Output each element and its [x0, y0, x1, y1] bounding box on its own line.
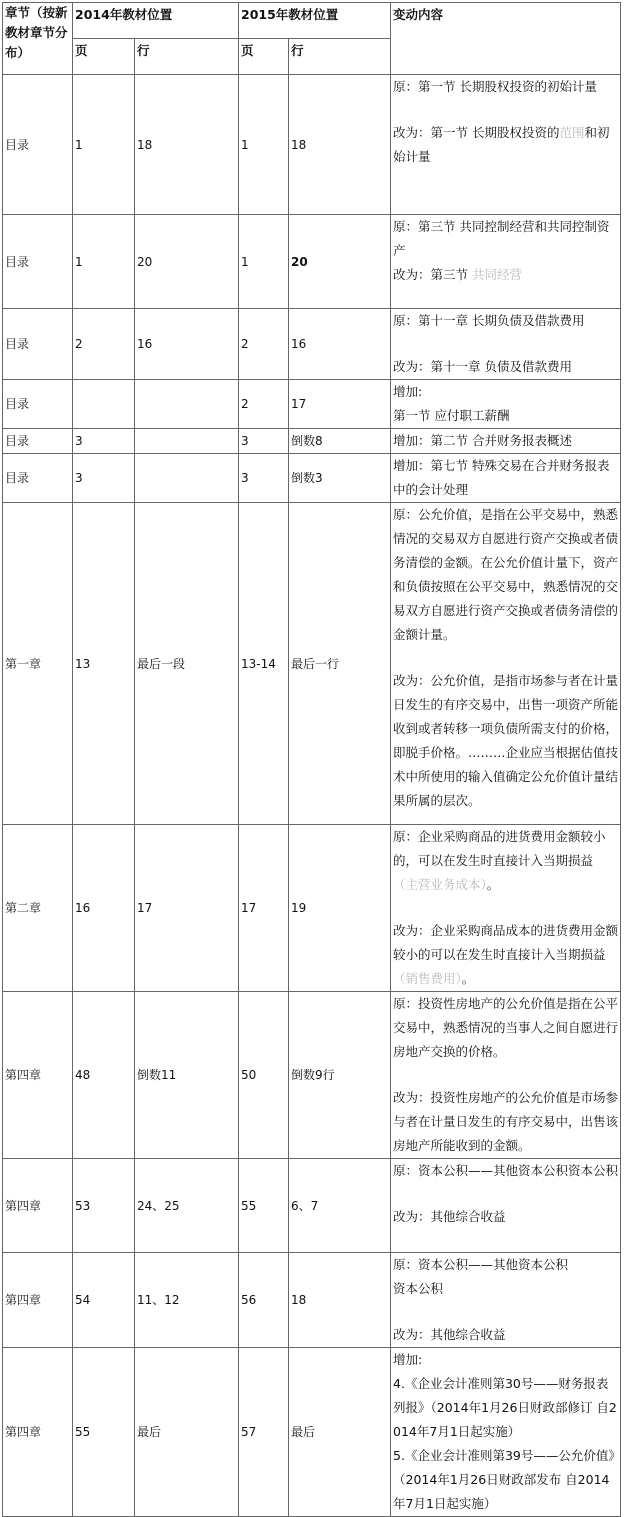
cell-line-2015: 18 — [289, 1253, 391, 1348]
change-new: 改为：第十一章 负债及借款费用 — [393, 359, 573, 374]
cell-line-2014 — [135, 429, 239, 454]
cell-page-2015: 56 — [239, 1253, 289, 1348]
cell-line-2015: 20 — [289, 215, 391, 309]
header-change-content: 变动内容 — [391, 3, 621, 75]
cell-change: 增加：第七节 特殊交易在合并财务报表中的会计处理 — [391, 454, 621, 503]
cell-line-2014 — [135, 454, 239, 503]
header-2014-line: 行 — [135, 39, 239, 75]
cell-page-2014 — [73, 380, 135, 429]
cell-page-2015: 3 — [239, 429, 289, 454]
table-row — [3, 309, 621, 380]
cell-line-2014 — [135, 380, 239, 429]
cell-page-2015: 1 — [239, 75, 289, 215]
cell-page-2015: 2 — [239, 309, 289, 380]
cell-chapter: 目录 — [3, 429, 73, 454]
change-new: 改为：其他综合收益 — [393, 1327, 506, 1342]
cell-line-2014: 11、12 — [135, 1253, 239, 1348]
cell-change — [391, 1159, 621, 1253]
cell-chapter: 第四章 — [3, 992, 73, 1159]
cell-chapter: 目录 — [3, 309, 73, 380]
cell-page-2014: 3 — [73, 454, 135, 503]
table-row — [3, 1253, 621, 1348]
cell-line-2014: 最后 — [135, 1348, 239, 1517]
change-new: 改为：第三节 共同经营 — [393, 267, 523, 282]
table-row — [3, 215, 621, 309]
cell-line-2015: 倒数3 — [289, 454, 391, 503]
cell-change: 原：资本公积——其他资本公积 资本公积 改为：其他综合收益 — [391, 1253, 621, 1348]
cell-line-2015: 16 — [289, 309, 391, 380]
cell-page-2014: 1 — [73, 75, 135, 215]
cell-page-2015: 57 — [239, 1348, 289, 1517]
cell-page-2014: 3 — [73, 429, 135, 454]
cell-chapter: 目录 — [3, 380, 73, 429]
cell-page-2015: 2 — [239, 380, 289, 429]
cell-change — [391, 215, 621, 309]
table-row — [3, 503, 621, 825]
cell-line-2015: 6、7 — [289, 1159, 391, 1253]
change-original: 原：投资性房地产的公允价值是指在公平交易中，熟悉情况的当事人之间自愿进行房地产交换的价格。 — [393, 996, 619, 1059]
cell-line-2015: 19 — [289, 825, 391, 992]
cell-page-2014: 1 — [73, 215, 135, 309]
cell-line-2015: 倒数8 — [289, 429, 391, 454]
cell-chapter: 第二章 — [3, 825, 73, 992]
table-row — [3, 1348, 621, 1517]
change-new: 改为：投资性房地产的公允价值是市场参与者在计量日发生的有序交易中，出售该房地产所能收到的金额。 — [393, 1090, 619, 1153]
cell-line-2015: 最后 — [289, 1348, 391, 1517]
cell-page-2015: 1 — [239, 215, 289, 309]
cell-page-2014: 13 — [73, 503, 135, 825]
cell-change — [391, 825, 621, 992]
change-original: 原：第三节 共同控制经营和共同控制资产 — [393, 219, 610, 258]
cell-line-2015: 最后一行 — [289, 503, 391, 825]
change-original: 原：第十一章 长期负债及借款费用 — [393, 313, 585, 328]
header-2015-page: 页 — [239, 39, 289, 75]
change-new: 改为：公允价值，是指市场参与者在计量日发生的有序交易中，出售一项资产所能收到或者转移一项负债所需支付的价格，即脱手价格。………企业应当根据估值技术中所使用的输入值确定公允价值计量结果所属的层次。 — [393, 673, 619, 808]
cell-chapter: 第四章 — [3, 1348, 73, 1517]
cell-change: 增加: 第一节 应付职工薪酬 — [391, 380, 621, 429]
cell-page-2015: 50 — [239, 992, 289, 1159]
cell-change — [391, 503, 621, 825]
header-2015-line: 行 — [289, 39, 391, 75]
change-original: 原：资本公积——其他资本公积 — [393, 1257, 569, 1272]
cell-line-2014: 倒数11 — [135, 992, 239, 1159]
cell-line-2014: 17 — [135, 825, 239, 992]
change-new: 改为：其他综合收益 — [393, 1209, 506, 1224]
cell-page-2014: 55 — [73, 1348, 135, 1517]
table-row — [3, 429, 621, 454]
table-row — [3, 992, 621, 1159]
change-new: 改为：企业采购商品成本的进货费用金额较小的可以在发生时直接计入当期损益（销售费用）。 — [393, 923, 619, 986]
change-new: 改为：第一节 长期股权投资的范围和初始计量 — [393, 125, 610, 164]
table-row — [3, 825, 621, 992]
cell-chapter: 第四章 — [3, 1253, 73, 1348]
cell-line-2015: 18 — [289, 75, 391, 215]
cell-chapter: 第一章 — [3, 503, 73, 825]
cell-line-2014: 24、25 — [135, 1159, 239, 1253]
cell-change — [391, 992, 621, 1159]
cell-page-2014: 53 — [73, 1159, 135, 1253]
cell-change: 增加: 4.《企业会计准则第30号——财务报表列报》（2014年1月26日财政部修订 自2014年7月1日起实施） 5.《企业会计准则第39号——公允价值》（2014年1月26日财政部发布 自2014年7月1日起实施） — [391, 1348, 621, 1517]
cell-page-2015: 13-14 — [239, 503, 289, 825]
change-original: 原：资本公积——其他资本公积资本公积 — [393, 1163, 619, 1178]
cell-chapter: 目录 — [3, 75, 73, 215]
cell-chapter: 第四章 — [3, 1159, 73, 1253]
cell-line-2014: 20 — [135, 215, 239, 309]
cell-chapter: 目录 — [3, 215, 73, 309]
cell-line-2015: 倒数9行 — [289, 992, 391, 1159]
change-original: 原：第一节 长期股权投资的初始计量 — [393, 79, 598, 94]
table-row — [3, 75, 621, 215]
cell-line-2015: 17 — [289, 380, 391, 429]
header-2014-position: 2014年教材位置 — [73, 3, 239, 39]
change-original: 原：企业采购商品的进货费用金额较小的，可以在发生时直接计入当期损益（主营业务成本）。 — [393, 829, 606, 892]
cell-page-2014: 54 — [73, 1253, 135, 1348]
cell-change — [391, 309, 621, 380]
cell-page-2015: 55 — [239, 1159, 289, 1253]
cell-line-2014: 18 — [135, 75, 239, 215]
cell-line-2014: 16 — [135, 309, 239, 380]
header-chapter: 章节（按新教材章节分布） — [3, 3, 73, 75]
cell-change: 增加：第二节 合并财务报表概述 — [391, 429, 621, 454]
cell-change — [391, 75, 621, 215]
cell-page-2014: 48 — [73, 992, 135, 1159]
cell-line-2014: 最后一段 — [135, 503, 239, 825]
cell-page-2015: 3 — [239, 454, 289, 503]
cell-chapter: 目录 — [3, 454, 73, 503]
header-2014-page: 页 — [73, 39, 135, 75]
table-row — [3, 1159, 621, 1253]
cell-page-2014: 2 — [73, 309, 135, 380]
header-2015-position: 2015年教材位置 — [239, 3, 391, 39]
table-row — [3, 380, 621, 429]
textbook-changes-table — [2, 2, 621, 1517]
cell-page-2014: 16 — [73, 825, 135, 992]
table-row — [3, 454, 621, 503]
cell-page-2015: 17 — [239, 825, 289, 992]
change-original: 原：公允价值，是指在公平交易中，熟悉情况的交易双方自愿进行资产交换或者债务清偿的金额。在公允价值计量下，资产和负债按照在公平交易中，熟悉情况的交易双方自愿进行资产交换或者债务清偿的金额计量。 — [393, 507, 619, 642]
